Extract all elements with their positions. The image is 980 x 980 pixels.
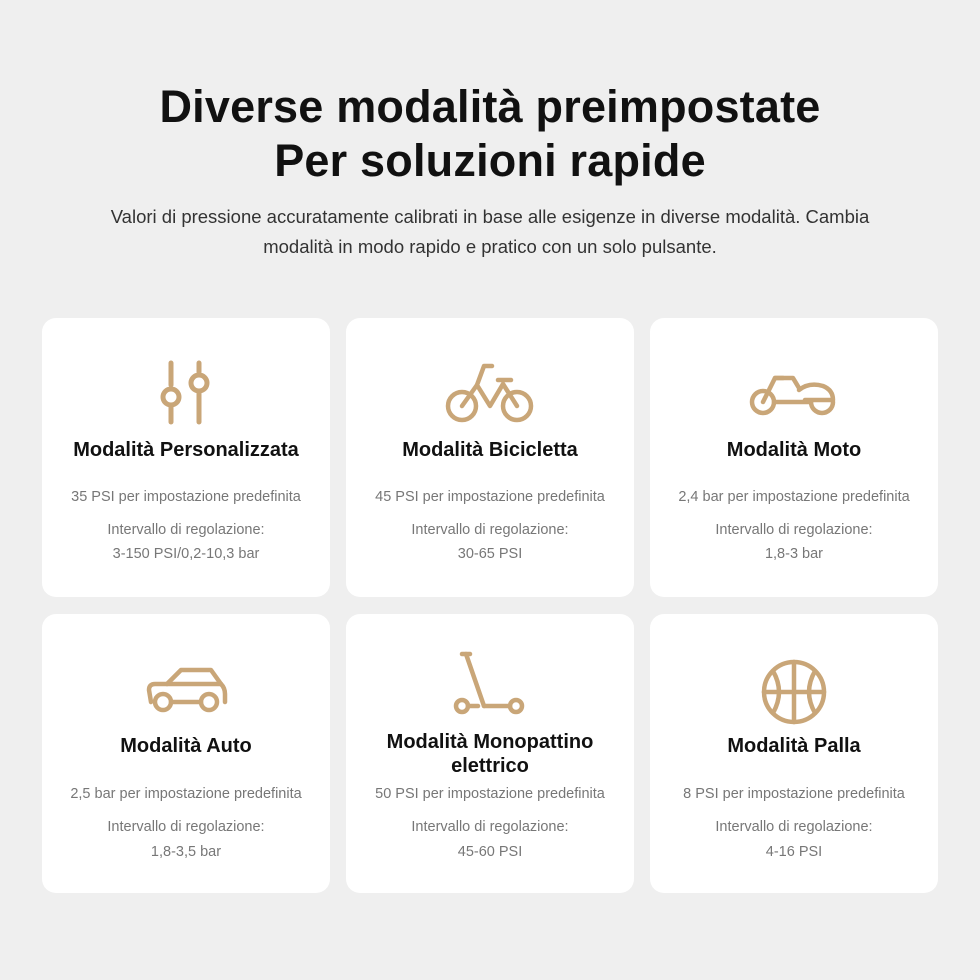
card-title: Modalità Auto (120, 735, 252, 757)
subtitle-line-1: Valori di pressione accuratamente calibrati in base alle esigenze in diverse modalità. Cambia (110, 206, 870, 227)
range-label: Intervallo di regolazione: (411, 522, 569, 538)
default-pressure: 35 PSI per impostazione predefinita (71, 489, 301, 505)
default-pressure: 8 PSI per impostazione predefinita (683, 786, 905, 802)
subtitle-line-2: modalità in modo rapido e pratico con un solo pulsante. (263, 236, 717, 257)
default-pressure: 2,4 bar per impostazione predefinita (678, 489, 910, 505)
card-title: Modalità Moto (726, 439, 862, 461)
mode-card-motorcycle[interactable] (650, 318, 938, 597)
range-value: 45-60 PSI (457, 844, 523, 860)
default-pressure: 45 PSI per impostazione predefinita (375, 489, 605, 505)
range-value: 4-16 PSI (765, 844, 823, 860)
range-value: 1,8-3 bar (764, 546, 824, 562)
mode-card-scooter[interactable] (346, 614, 634, 893)
card-title: Modalità Personalizzata (73, 439, 299, 461)
range-value: 30-65 PSI (457, 546, 523, 562)
mode-card-car[interactable] (42, 614, 330, 893)
card-title: Modalità Bicicletta (402, 439, 578, 461)
title-line-1: Diverse modalità preimpostate (159, 81, 821, 132)
ball-icon (650, 654, 938, 724)
range-label: Intervallo di regolazione: (715, 819, 873, 835)
default-pressure: 2,5 bar per impostazione predefinita (70, 786, 302, 802)
scooter-icon (346, 646, 634, 724)
page-title (0, 80, 980, 188)
page-subtitle (60, 202, 920, 262)
range-label: Intervallo di regolazione: (107, 522, 265, 538)
motorcycle-icon (650, 358, 938, 428)
title-line-2: Per soluzioni rapide (274, 135, 706, 186)
range-label: Intervallo di regolazione: (715, 522, 873, 538)
range-label: Intervallo di regolazione: (107, 819, 265, 835)
default-pressure: 50 PSI per impostazione predefinita (375, 786, 605, 802)
range-value: 1,8-3,5 bar (150, 844, 222, 860)
bicycle-icon (346, 358, 634, 428)
mode-card-ball[interactable] (650, 614, 938, 893)
mode-card-custom[interactable] (42, 318, 330, 597)
range-label: Intervallo di regolazione: (411, 819, 569, 835)
car-icon (42, 654, 330, 724)
range-value: 3-150 PSI/0,2-10,3 bar (112, 546, 260, 562)
card-title: Modalità Palla (727, 735, 861, 757)
card-title: Modalità Monopattino elettrico (386, 731, 594, 777)
sliders-icon (42, 358, 330, 428)
mode-card-bicycle[interactable] (346, 318, 634, 597)
